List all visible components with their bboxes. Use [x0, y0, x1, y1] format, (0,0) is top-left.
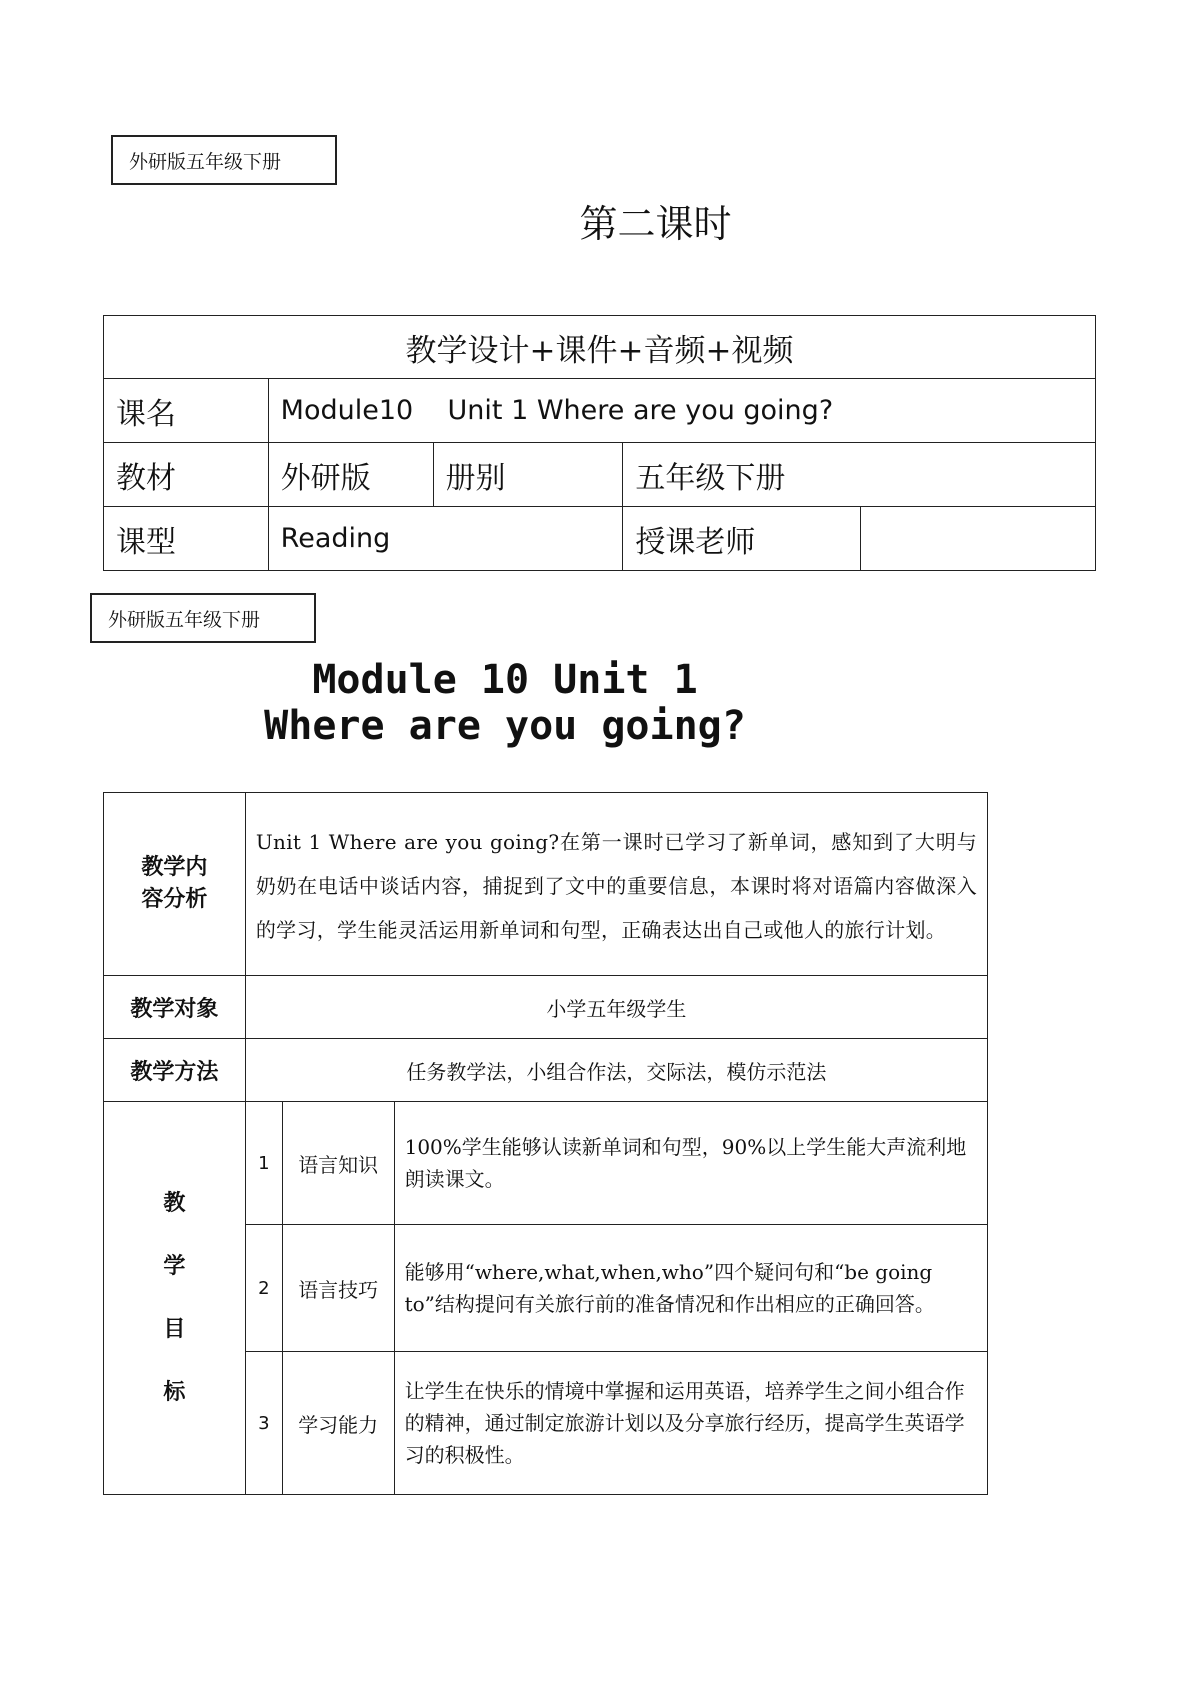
textbook-row — [104, 443, 1096, 507]
info-header: 教学设计+课件+音频+视频 — [104, 316, 1096, 379]
goals-label-char: 学 — [163, 1254, 186, 1279]
goal-text: 能够用“where,what,when,who”四个疑问句和“be going to”结构提问有关旅行前的准备情况和作出相应的正确回答。 — [394, 1225, 987, 1352]
volume-label: 册别 — [433, 443, 623, 507]
analysis-row — [104, 793, 988, 976]
goal-number: 1 — [245, 1102, 282, 1225]
publisher-tag: 外研版五年级下册 — [111, 135, 337, 185]
goal-number: 2 — [245, 1225, 282, 1352]
audience-value: 小学五年级学生 — [245, 976, 987, 1039]
method-row — [104, 1039, 988, 1102]
method-label: 教学方法 — [104, 1039, 246, 1102]
goal-number: 3 — [245, 1352, 282, 1495]
goal-name: 语言知识 — [282, 1102, 394, 1225]
lesson-title: 第二课时 — [579, 202, 732, 246]
goals-label-char: 教 — [163, 1191, 186, 1216]
document-heading — [0, 657, 1010, 749]
course-name-label: 课名 — [104, 379, 269, 443]
audience-row — [104, 976, 988, 1039]
textbook-value: 外研版 — [268, 443, 433, 507]
info-header-row — [104, 316, 1096, 379]
goal-text: 让学生在快乐的情境中掌握和运用英语，培养学生之间小组合作的精神，通过制定旅游计划以及分享旅行经历，提高学生英语学习的积极性。 — [394, 1352, 987, 1495]
goals-label-char: 标 — [163, 1380, 186, 1405]
heading-line-1: Module 10 Unit 1 — [312, 657, 698, 703]
teaching-plan-table — [103, 792, 988, 1495]
goals-label — [104, 1102, 246, 1495]
heading-line-2: Where are you going? — [264, 703, 746, 749]
lesson-type-label: 课型 — [104, 507, 269, 571]
goal-name: 语言技巧 — [282, 1225, 394, 1352]
course-name-value: Module10 Unit 1 Where are you going? — [268, 379, 1095, 443]
teacher-label: 授课老师 — [623, 507, 861, 571]
lesson-type-value: Reading — [268, 507, 623, 571]
method-value: 任务教学法，小组合作法，交际法，模仿示范法 — [245, 1039, 987, 1102]
lesson-type-row — [104, 507, 1096, 571]
textbook-label: 教材 — [104, 443, 269, 507]
teacher-value — [861, 507, 1096, 571]
volume-value: 五年级下册 — [623, 443, 1096, 507]
analysis-label: 教学内容分析 — [104, 793, 246, 976]
course-name-row — [104, 379, 1096, 443]
audience-label: 教学对象 — [104, 976, 246, 1039]
goals-label-char: 目 — [163, 1317, 186, 1342]
goal-text: 100%学生能够认读新单词和句型，90%以上学生能大声流利地朗读课文。 — [394, 1102, 987, 1225]
lesson-info-table — [103, 315, 1096, 571]
goal-name: 学习能力 — [282, 1352, 394, 1495]
goal-row — [104, 1102, 988, 1225]
publisher-tag-secondary: 外研版五年级下册 — [90, 593, 316, 643]
analysis-text: Unit 1 Where are you going?在第一课时已学习了新单词，感知到了大明与奶奶在电话中谈话内容，捕捉到了文中的重要信息，本课时将对语篇内容做深入的学习，学生能灵活运用新单词和句型，正确表达出自己或他人的旅行计划。 — [245, 793, 987, 976]
